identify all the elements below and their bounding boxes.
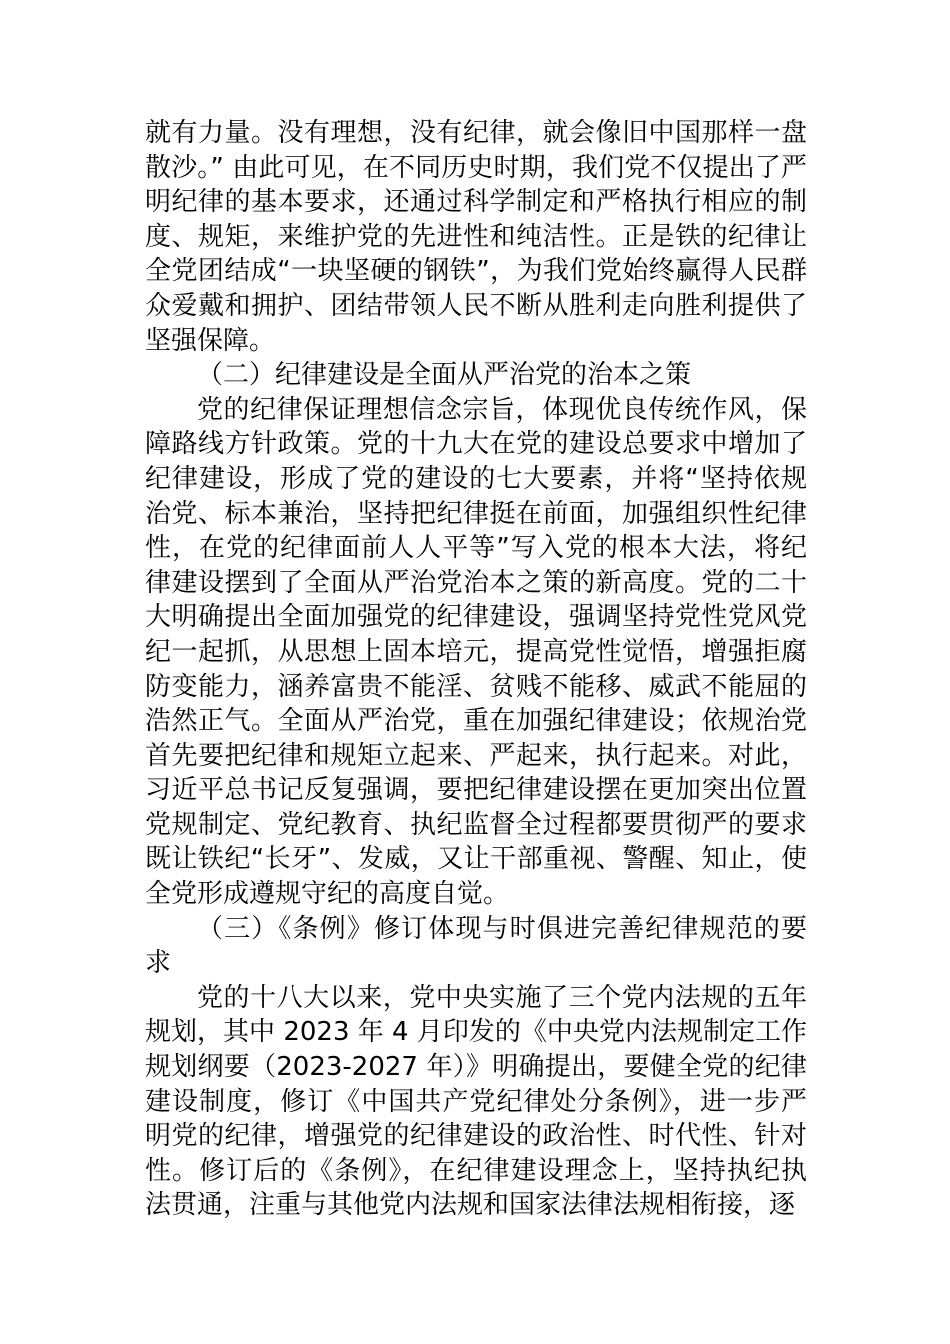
- section-heading-2: （二）纪律建设是全面从严治党的治本之策: [197, 360, 692, 391]
- section-heading-3: （三）《条例》修订体现与时俱进完善纪律规范的要求: [145, 913, 807, 979]
- paragraph-discipline-construction: 党的纪律保证理想信念宗旨，体现优良传统作风，保障路线方针政策。党的十九大在党的建设总要求中增加了纪律建设，形成了党的建设的七大要素，并将“坚持依规治党、标本兼治，坚持把纪律挺在前面，加强组织性纪律性，在党的纪律面前人人平等”写入党的根本大法，将纪律建设摆到了全面从严治党治本之策的新高度。党的二十大明确提出全面加强党的纪律建设，强调坚持党性党风党纪一起抓，从思想上固本培元，提高党性觉悟，增强拒腐防变能力，涵养富贵不能淫、贫贱不能移、威武不能屈的浩然正气。全面从严治党，重在加强纪律建设；依规治党首先要把纪律和规矩立起来、严起来，执行起来。对此，习近平总书记反复强调，要把纪律建设摆在更加突出位置党规制定、党纪教育、执纪监督全过程都要贯彻严的要求既让铁纪“长牙”、发威，又让干部重视、警醒、知止，使全党形成遵规守纪的高度自觉。: [145, 394, 807, 910]
- paragraph-regulation-revision: 党的十八大以来，党中央实施了三个党内法规的五年规划，其中 2023 年 4 月印发的《中央党内法规制定工作规划纲要（2023-2027 年）》明确提出，要健全党的纪律建设制度，修订《中国共产党纪律处分条例》，进一步严明党的纪律，增强党的纪律建设的政治性、时代性、针对性。修订后的《条例》，在纪律建设理念上，坚持执纪执法贯通，注重与其他党内法规和国家法律法规相衔接，逐: [145, 982, 807, 1221]
- document-body: [145, 116, 807, 1223]
- paragraph-continuation: 就有力量。没有理想，没有纪律，就会像旧中国那样一盘散沙。” 由此可见，在不同历史时期，我们党不仅提出了严明纪律的基本要求，还通过科学制定和严格执行相应的制度、规矩，来维护党的先进性和纯洁性。正是铁的纪律让全党团结成“一块坚硬的钢铁”，为我们党始终赢得人民群众爱戴和拥护、团结带领人民不断从胜利走向胜利提供了坚强保障。: [145, 118, 807, 356]
